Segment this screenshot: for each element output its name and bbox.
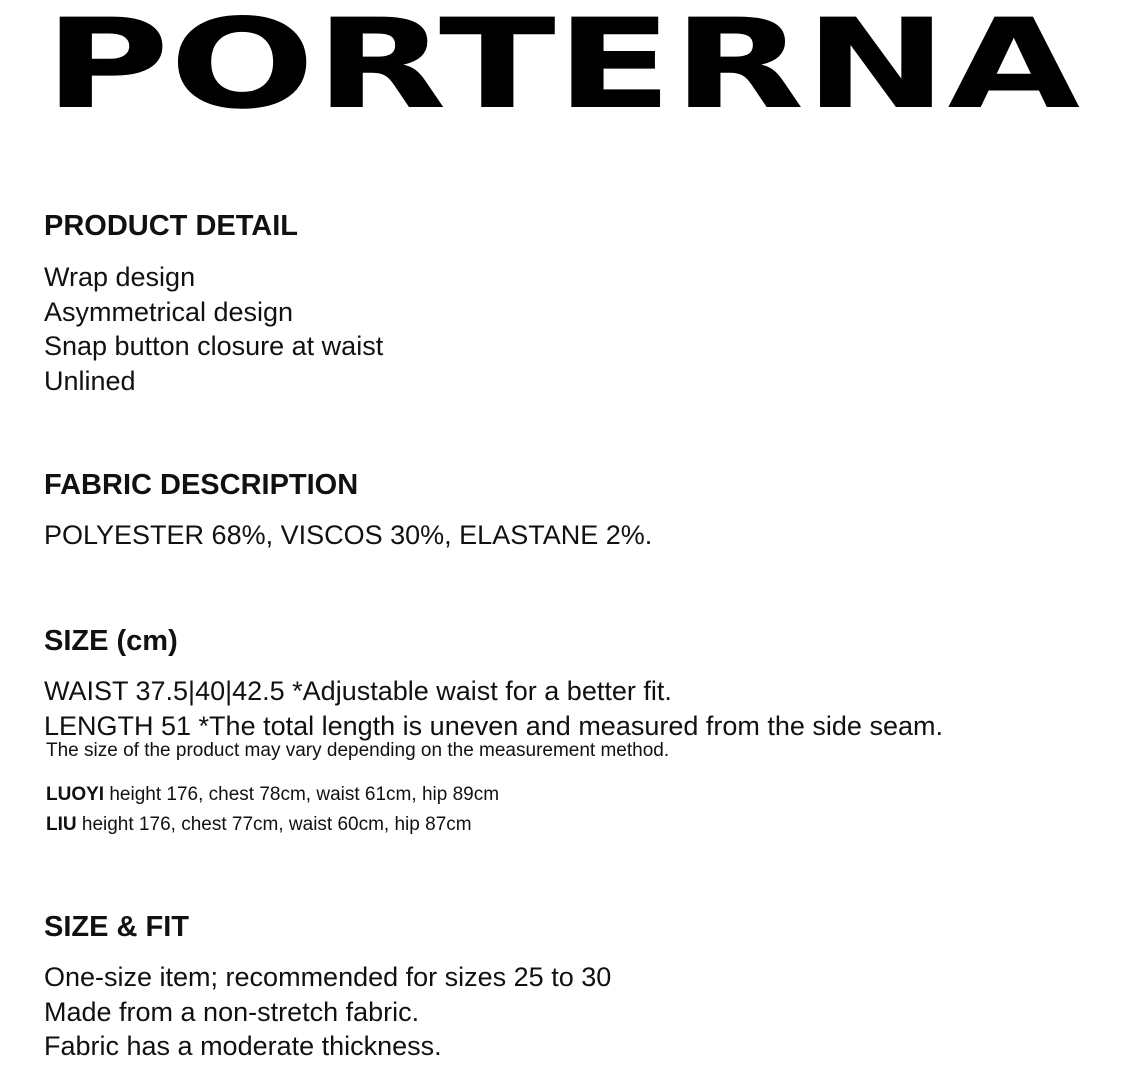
size-fit-item: Made from a non-stretch fabric. bbox=[44, 996, 420, 1027]
size-note: The size of the product may vary depending on the measurement method. bbox=[46, 740, 670, 761]
model-line bbox=[46, 810, 499, 840]
model-name: LUOYI bbox=[46, 784, 105, 805]
model-info bbox=[46, 780, 499, 840]
product-detail-item: Unlined bbox=[44, 365, 136, 396]
size-measurement-line: WAIST 37.5|40|42.5 *Adjustable waist for a better fit. bbox=[44, 676, 672, 706]
product-detail-item: Asymmetrical design bbox=[44, 296, 294, 327]
porterna-wordmark bbox=[44, 14, 1080, 110]
size-measurement-line: LENGTH 51 *The total length is uneven and measured from the side seam. bbox=[44, 710, 943, 741]
product-detail-heading: PRODUCT DETAIL bbox=[44, 210, 299, 242]
model-name: LIU bbox=[46, 814, 77, 835]
logo-text: PORTERNA bbox=[44, 14, 1080, 110]
size-measurements bbox=[44, 674, 943, 743]
fabric-composition: POLYESTER 68%, VISCOS 30%, ELASTANE 2%. bbox=[44, 520, 653, 550]
model-line bbox=[46, 780, 499, 810]
size-fit-list bbox=[44, 960, 611, 1064]
size-fit-heading: SIZE & FIT bbox=[44, 911, 189, 943]
size-fit-item: One-size item; recommended for sizes 25 to 30 bbox=[44, 962, 612, 992]
product-detail-item: Wrap design bbox=[44, 262, 196, 292]
model-details: height 176, chest 78cm, waist 61cm, hip 89cm bbox=[104, 784, 500, 805]
product-detail-list bbox=[44, 260, 383, 398]
product-detail-item: Snap button closure at waist bbox=[44, 331, 384, 361]
fabric-description-heading: FABRIC DESCRIPTION bbox=[44, 469, 359, 501]
brand-logo bbox=[44, 14, 1080, 110]
model-details: height 176, chest 77cm, waist 60cm, hip 87cm bbox=[76, 814, 472, 835]
fabric-description-text bbox=[44, 518, 652, 553]
size-heading: SIZE (cm) bbox=[44, 625, 178, 657]
size-fit-item: Fabric has a moderate thickness. bbox=[44, 1031, 442, 1061]
